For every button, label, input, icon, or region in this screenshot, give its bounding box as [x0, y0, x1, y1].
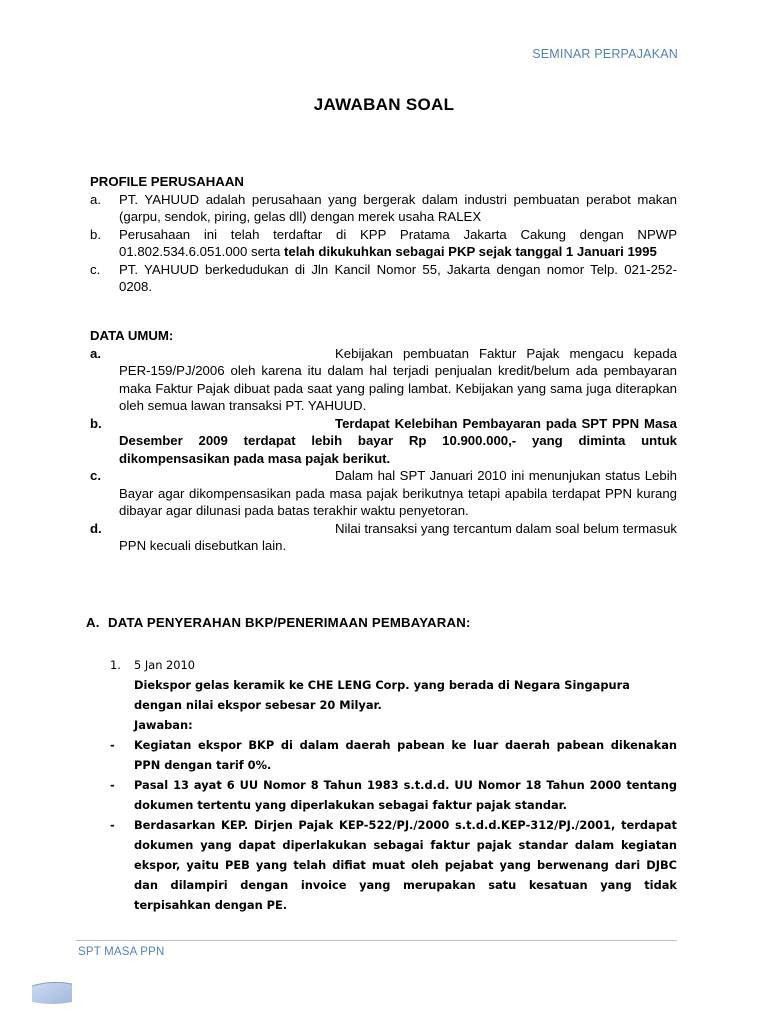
item-text: Terdapat Kelebihan Pembayaran pada SPT PPN Masa Desember 2009 terdapat lebih bayar Rp 10.900.000,- yang diminta untuk dikompensasikan pada masa pajak berikut.: [119, 415, 677, 466]
profile-item: [90, 191, 677, 226]
item-text-bold: telah dikukuhkan sebagai PKP sejak tanggal 1 Januari 1995: [283, 244, 657, 259]
data-umum-item: [90, 467, 677, 520]
answer-bullet: [110, 775, 677, 815]
bullet-marker: -: [110, 778, 115, 792]
data-umum-heading: DATA UMUM:: [90, 328, 174, 343]
item-text-plain: Perusahaan ini telah terdaftar di KPP Pratama Jakarta Cakung dengan NPWP 01.802.534.6.051.000 serta: [119, 226, 677, 259]
data-umum-item: [90, 345, 677, 415]
item-marker: c.: [90, 261, 101, 277]
data-umum-item: [90, 520, 677, 555]
header-title: SEMINAR PERPAJAKAN: [532, 47, 678, 61]
item-marker: b.: [90, 226, 101, 242]
bullet-marker: -: [110, 738, 115, 752]
list-number: 1.: [110, 658, 121, 672]
section-a-heading: [86, 615, 471, 630]
answer-bullet: [110, 815, 677, 915]
page-corner-decoration: [30, 980, 74, 1006]
list-item: [110, 655, 677, 675]
item-text: [119, 226, 677, 261]
section-heading-text: DATA PENYERAHAN BKP/PENERIMAAN PEMBAYARAN:: [108, 615, 471, 630]
footer-divider: [76, 940, 677, 941]
item-text: Kebijakan pembuatan Faktur Pajak mengacu kepada PER-159/PJ/2006 oleh karena itu dalam hal terjadi penjualan kredit/belum ada pembayaran maka Faktur Pajak dibuat pada saat yang paling lambat. Kebijakan yang sama juga diterapkan oleh semua lawan transaksi PT. YAHUUD.: [119, 345, 677, 413]
item-marker: a.: [90, 345, 101, 361]
footer-title: SPT MASA PPN: [78, 946, 165, 958]
item-marker: c.: [90, 468, 101, 483]
profile-heading: PROFILE PERUSAHAAN: [90, 174, 244, 189]
profile-section: [90, 173, 677, 296]
bullet-text: Pasal 13 ayat 6 UU Nomor 8 Tahun 1983 s.t.d.d. UU Nomor 18 Tahun 2000 tentang dokumen tertentu yang diperlakukan sebagai faktur pajak standar.: [134, 778, 677, 812]
transaction-date: 5 Jan 2010: [134, 658, 196, 672]
page-title: JAWABAN SOAL: [313, 95, 455, 114]
data-umum-section: [90, 327, 677, 555]
section-marker: A.: [86, 615, 100, 630]
profile-item: [90, 261, 677, 296]
answer-bullet: [110, 735, 677, 775]
item-text: Nilai transaksi yang tercantum dalam soal belum termasuk PPN kecuali disebutkan lain.: [119, 520, 677, 553]
answer-label: Jawaban:: [134, 718, 193, 732]
item-text: PT. YAHUUD adalah perusahaan yang bergerak dalam industri pembuatan perabot makan (garpu, sendok, piring, gelas dll) dengan merek usaha RALEX: [119, 191, 677, 224]
transaction-description: Diekspor gelas keramik ke CHE LENG Corp. yang berada di Negara Singapura dengan nilai ekspor sebesar 20 Milyar.: [134, 678, 630, 712]
data-umum-item: [90, 415, 677, 468]
item-text: PT. YAHUUD berkedudukan di Jln Kancil Nomor 55, Jakarta dengan nomor Telp. 021-252-0208.: [119, 261, 677, 294]
profile-item: [90, 226, 677, 261]
section-a-list: [110, 655, 677, 915]
bullet-text: Kegiatan ekspor BKP di dalam daerah pabean ke luar daerah pabean dikenakan PPN dengan tarif 0%.: [134, 738, 677, 772]
item-text: Dalam hal SPT Januari 2010 ini menunjukan status Lebih Bayar agar dikompensasikan pada masa pajak berikutnya tetapi apabila terdapat PPN kurang dibayar agar dilunasi pada batas terakhir waktu penyetoran.: [119, 468, 677, 518]
item-marker: b.: [90, 415, 102, 431]
bullet-marker: -: [110, 818, 115, 832]
item-marker: d.: [90, 520, 102, 536]
bullet-text: Berdasarkan KEP. Dirjen Pajak KEP-522/PJ./2000 s.t.d.d.KEP-312/PJ./2001, terdapat dokumen yang dapat diperlakukan sebagai faktur pajak standar dalam kegiatan ekspor, yaitu PEB yang telah difiat muat oleh pejabat yang berwenang dari DJBC dan dilampiri dengan invoice yang merupakan satu kesatuan yang tidak terpisahkan dengan PE.: [134, 818, 677, 912]
item-marker: a.: [90, 191, 101, 207]
